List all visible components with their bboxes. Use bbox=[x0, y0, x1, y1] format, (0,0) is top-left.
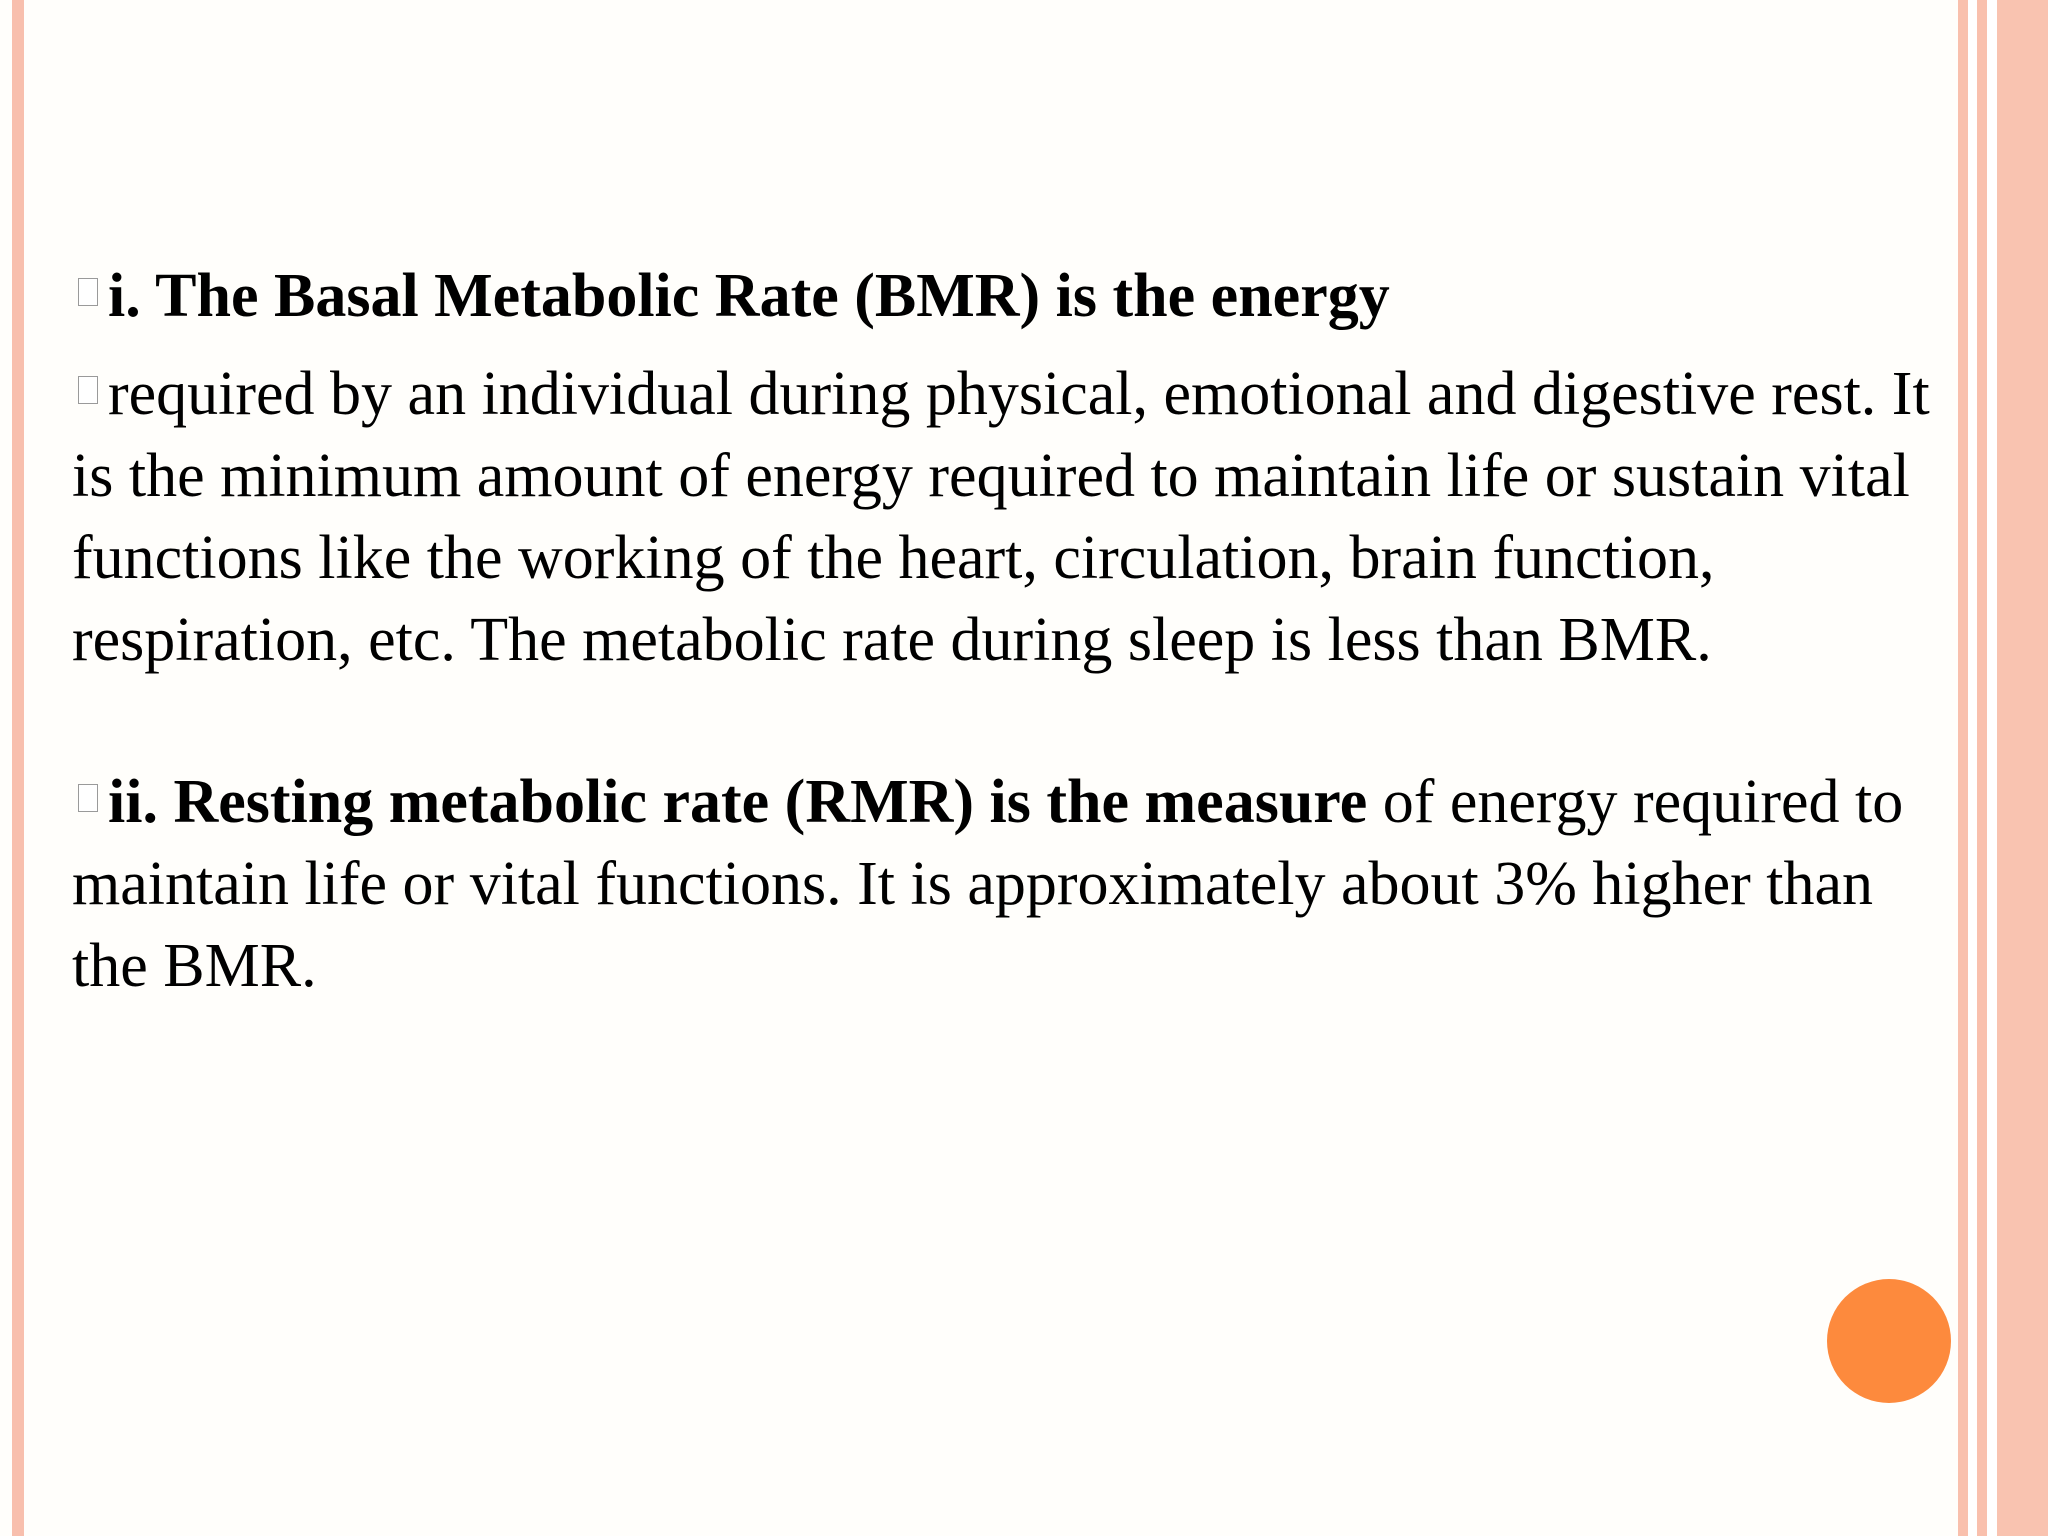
slide-body bbox=[72, 255, 1962, 1023]
rmr-paragraph bbox=[72, 761, 1962, 1007]
left-decorative-stripe bbox=[12, 0, 24, 1536]
bmr-heading-paragraph bbox=[72, 255, 1962, 337]
bmr-definition-text: required by an individual during physical, emotional and digestive rest. It is the minimum amount of energy required to maintain life or sustain vital functions like the working of the heart, circulation, brain function, respiration, etc. The metabolic rate during sleep is less than BMR. bbox=[72, 360, 1930, 674]
right-decorative-band bbox=[1997, 0, 2048, 1536]
right-decorative-stripe-inner bbox=[1977, 0, 1987, 1536]
right-stripe-gap-inner bbox=[1987, 0, 1997, 1536]
orange-circle-decoration bbox=[1827, 1279, 1951, 1403]
bmr-heading-text: i. The Basal Metabolic Rate (BMR) is the energy bbox=[108, 262, 1390, 330]
rmr-definition-text: of energy required to maintain life or vital functions. It is approximately about 3% higher than the BMR. bbox=[72, 768, 1904, 1000]
bullet-box-icon bbox=[78, 784, 98, 812]
bullet-box-icon bbox=[78, 278, 98, 306]
right-stripe-gap bbox=[1968, 0, 1977, 1536]
rmr-heading-text: ii. Resting metabolic rate (RMR) is the measure bbox=[108, 768, 1368, 836]
bmr-definition-paragraph bbox=[72, 353, 1962, 681]
bullet-box-icon bbox=[78, 376, 98, 404]
